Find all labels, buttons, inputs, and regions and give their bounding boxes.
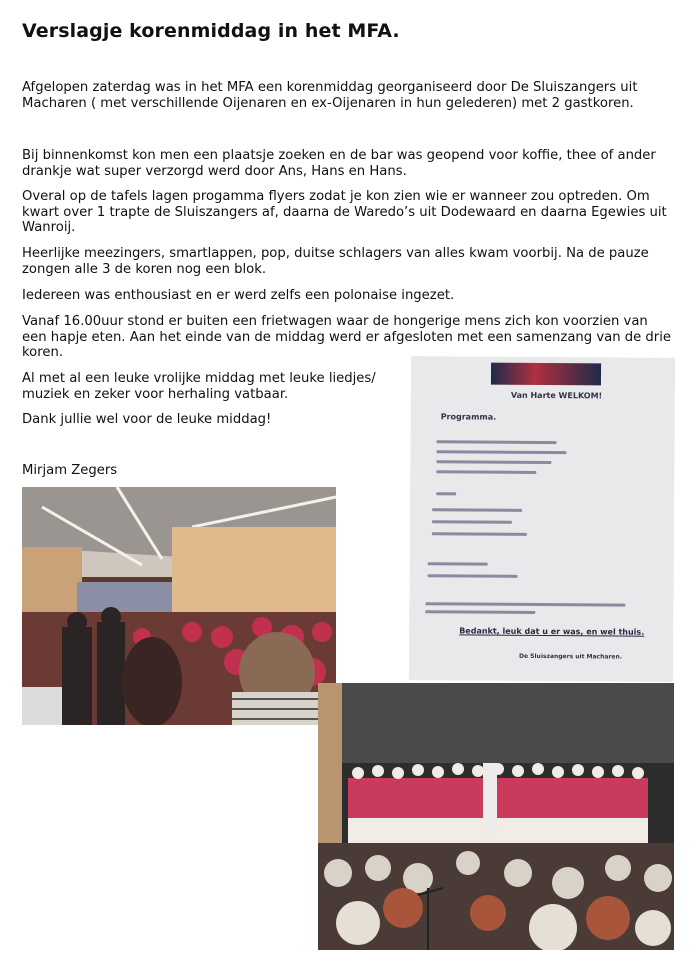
paragraph-thanks: Dank jullie wel voor de leuke middag! <box>22 412 272 427</box>
flyer-banner-image <box>491 363 601 386</box>
hall-photo-image <box>22 487 336 725</box>
paragraph-intro: Afgelopen zaterdag was in het MFA een korenmiddag georganiseerd door De Sluiszangers uit Macharen ( met verschillende Oijenaren en ex-Oijenaren in hun gelederen) met 2 gastkoren. <box>22 80 638 111</box>
paragraph-arrival: Bij binnenkomst kon men een plaatsje zoeken en de bar was geopend voor koffie, thee of ander drankje wat super verzorgd werd door Ans, Hans en Hans. <box>22 148 656 179</box>
paragraph-polonaise: Iedereen was enthousiast en er werd zelfs een polonaise ingezet. <box>22 288 455 303</box>
page-title: Verslagje korenmiddag in het MFA. <box>22 20 400 42</box>
author-name: Mirjam Zegers <box>22 463 118 478</box>
flyer-welcome-text: Van Harte WELKOM! <box>510 390 603 401</box>
flyer-heading: Programma. <box>440 412 497 422</box>
flyer-signature: De Sluiszangers uit Macharen. <box>519 652 623 661</box>
choir-photo <box>318 683 674 950</box>
choir-photo-image <box>318 683 674 950</box>
paragraph-songs: Heerlijke meezingers, smartlappen, pop, duitse schlagers van alles kwam voorbij. Na de pauze zongen alle 3 de koren nog een blok. <box>22 246 649 277</box>
paragraph-fries: Vanaf 16.00uur stond er buiten een frietwagen waar de hongerige mens zich kon voorzien van een hapje eten. Aan het einde van de middag werd er afgesloten met een samenzang van de drie koren. <box>22 314 672 361</box>
paragraph-summary: Al met al een leuke vrolijke middag met leuke liedjes/ muziek en zeker voor herhaling vatbaar. <box>22 371 376 402</box>
paragraph-flyers: Overal op de tafels lagen progamma flyers zodat je kon zien wie er wanneer zou optreden. Om kwart over 1 trapte de Sluiszangers af, daarna de Waredo’s uit Dodewaard en daarna Egewies uit Wanroij. <box>22 189 667 236</box>
program-flyer-photo <box>409 356 675 682</box>
hall-photo <box>22 487 336 725</box>
flyer-thanks-text: Bedankt, leuk dat u er was, en wel thuis. <box>459 626 645 637</box>
